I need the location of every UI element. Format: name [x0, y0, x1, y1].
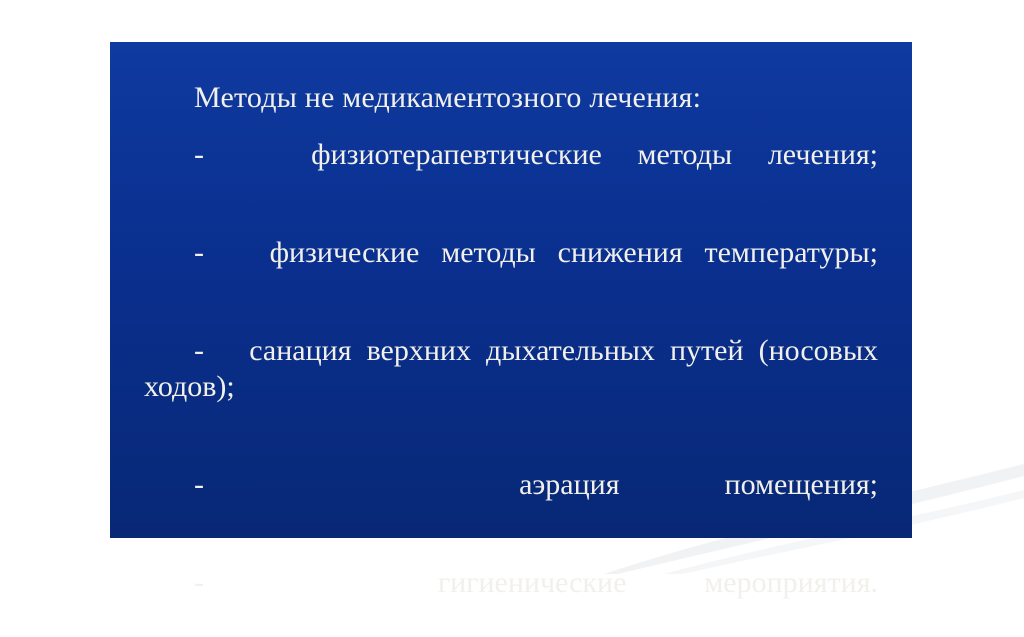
bullet-marker: - [194, 334, 204, 368]
bullet-marker: - [194, 468, 204, 502]
list-item-label: физические методы снижения температуры; [269, 236, 879, 270]
treatment-methods-list [144, 137, 878, 637]
list-item-label: гигиенические мероприятия. [437, 566, 878, 600]
bullet-marker: - [194, 236, 204, 270]
list-item-label: физиотерапевтические методы лечения; [311, 138, 879, 172]
bullet-marker: - [194, 566, 204, 600]
list-item [144, 137, 878, 209]
list-item [144, 333, 878, 441]
list-item-label: санация верхних дыхательных путей (носовых ходов); [144, 334, 879, 404]
page-title: Методы не медикаментозного лечения: [194, 81, 702, 114]
list-item [144, 467, 878, 539]
bullet-marker: - [194, 138, 204, 172]
list-item-label: аэрация помещения; [519, 468, 879, 502]
list-item [144, 235, 878, 307]
slide-content-panel [110, 42, 912, 600]
list-item [144, 565, 878, 637]
